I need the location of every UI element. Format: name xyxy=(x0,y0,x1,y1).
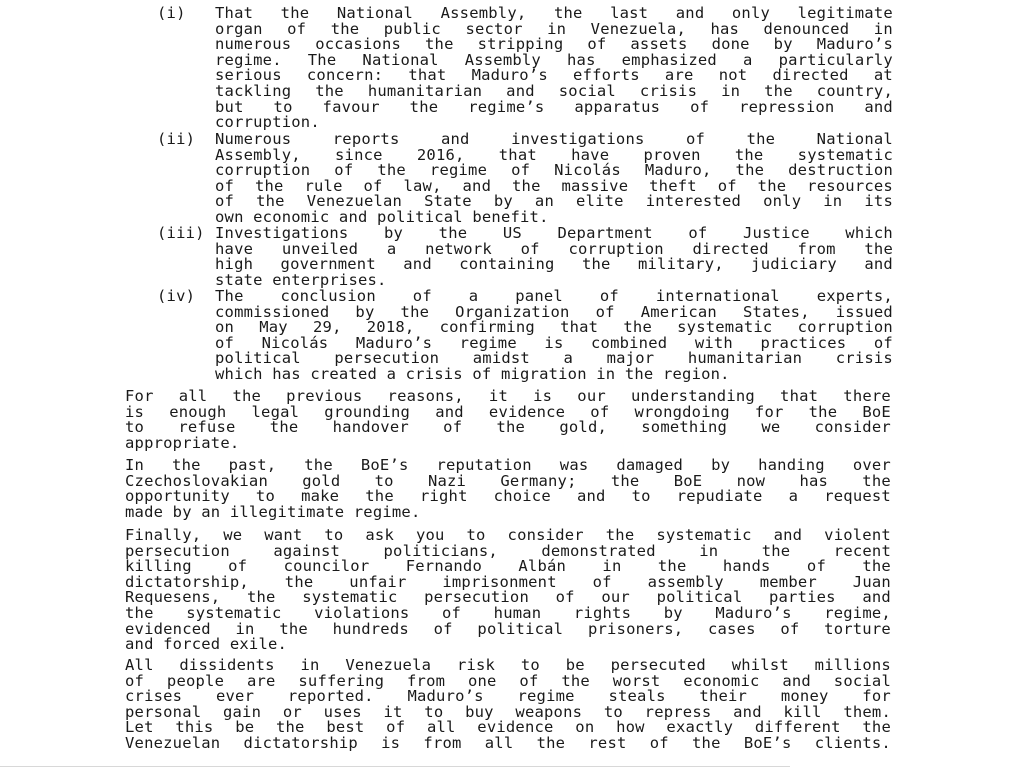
list-item-line: which has created a crisis of migration in the region. xyxy=(215,365,730,383)
list-item-line: on May 29, 2018, confirming that the systematic corruption xyxy=(215,318,893,337)
list-item-line: of the Venezuelan State by an elite interested only in its xyxy=(215,192,893,211)
list-marker: (i) xyxy=(157,4,186,22)
paragraph-line: For all the previous reasons, it is our understanding that there xyxy=(125,387,891,405)
list-item-line: That the National Assembly, the last and only legitimate xyxy=(215,4,893,22)
list-item-line: Investigations by the US Department of Justice which xyxy=(215,224,893,242)
paragraph-line: to refuse the handover of the gold, something we consider xyxy=(125,418,891,437)
list-item-line: The conclusion of a panel of international experts, xyxy=(215,287,893,305)
list-item-line: of Nicolás Maduro’s regime is combined with practices of xyxy=(215,333,893,352)
paragraph-line: In the past, the BoE’s reputation was damaged by handing over xyxy=(125,456,891,474)
list-item-line: of the rule of law, and the massive theft of the resources xyxy=(215,176,893,195)
list-item-line: state enterprises. xyxy=(215,270,387,289)
paragraph-line: personal gain or uses it to buy weapons to repress and kill them. xyxy=(125,702,891,721)
paragraph-line: persecution against politicians, demonstrated in the recent xyxy=(125,541,891,560)
list-item-line: but to favour the regime’s apparatus of repression and xyxy=(215,97,893,116)
list-marker: (iv) xyxy=(157,287,196,305)
list-item-line: commissioned by the Organization of American States, issued xyxy=(215,302,893,321)
list-item-line: serious concern: that Maduro’s efforts are not directed at xyxy=(215,66,893,85)
paragraph-line: opportunity to make the right choice and to repudiate a request xyxy=(125,487,891,506)
page-bottom-rule xyxy=(0,766,790,767)
paragraph-line: Let this be the best of all evidence on how exactly different the xyxy=(125,718,891,737)
paragraph-line: Finally, we want to ask you to consider the systematic and violent xyxy=(125,526,891,544)
paragraph-line: Czechoslovakian gold to Nazi Germany; the BoE now has the xyxy=(125,471,891,490)
list-item-line: numerous occasions the stripping of assets done by Maduro’s xyxy=(215,35,893,54)
list-marker: (iii) xyxy=(157,224,205,242)
paragraph-line: All dissidents in Venezuela risk to be persecuted whilst millions xyxy=(125,656,891,674)
paragraph-line: the systematic violations of human rights by Maduro’s regime, xyxy=(125,604,891,622)
paragraph-line: evidenced in the hundreds of political prisoners, cases of torture xyxy=(125,619,891,638)
paragraph-line: and forced exile. xyxy=(125,635,288,654)
list-item-line: high government and containing the military, judiciary and xyxy=(215,255,893,274)
paragraph-line: appropriate. xyxy=(125,433,240,452)
paragraph-line: Requesens, the systematic persecution of our political parties and xyxy=(125,588,891,607)
list-marker: (ii) xyxy=(157,130,196,148)
paragraph-line: killing of councilor Fernando Albán in the hands of the xyxy=(125,557,891,576)
paragraph-line: dictatorship, the unfair imprisonment of assembly member Juan xyxy=(125,572,891,591)
paragraph-line: crises ever reported. Maduro’s regime steals their money for xyxy=(125,687,891,706)
paragraph-line: Venezuelan dictatorship is from all the rest of the BoE’s clients. xyxy=(125,734,891,752)
list-item-line: have unveiled a network of corruption directed from the xyxy=(215,239,893,258)
list-item-line: corruption. xyxy=(215,113,320,132)
list-item-line: Numerous reports and investigations of the National xyxy=(215,130,893,148)
list-item-line: own economic and political benefit. xyxy=(215,208,549,226)
list-item-line: tackling the humanitarian and social crisis in the country, xyxy=(215,82,893,100)
list-item-line: Assembly, since 2016, that have proven the systematic xyxy=(215,145,893,164)
list-item-line: regime. The National Assembly has emphasized a particularly xyxy=(215,50,893,69)
paragraph-line: made by an illegitimate regime. xyxy=(125,502,421,521)
list-item-line: corruption of the regime of Nicolás Maduro, the destruction xyxy=(215,161,893,180)
paragraph-line: is enough legal grounding and evidence of wrongdoing for the BoE xyxy=(125,402,891,421)
paragraph-line: of people are suffering from one of the worst economic and social xyxy=(125,671,891,690)
list-item-line: organ of the public sector in Venezuela, has denounced in xyxy=(215,19,893,38)
list-item-line: political persecution amidst a major humanitarian crisis xyxy=(215,349,893,368)
